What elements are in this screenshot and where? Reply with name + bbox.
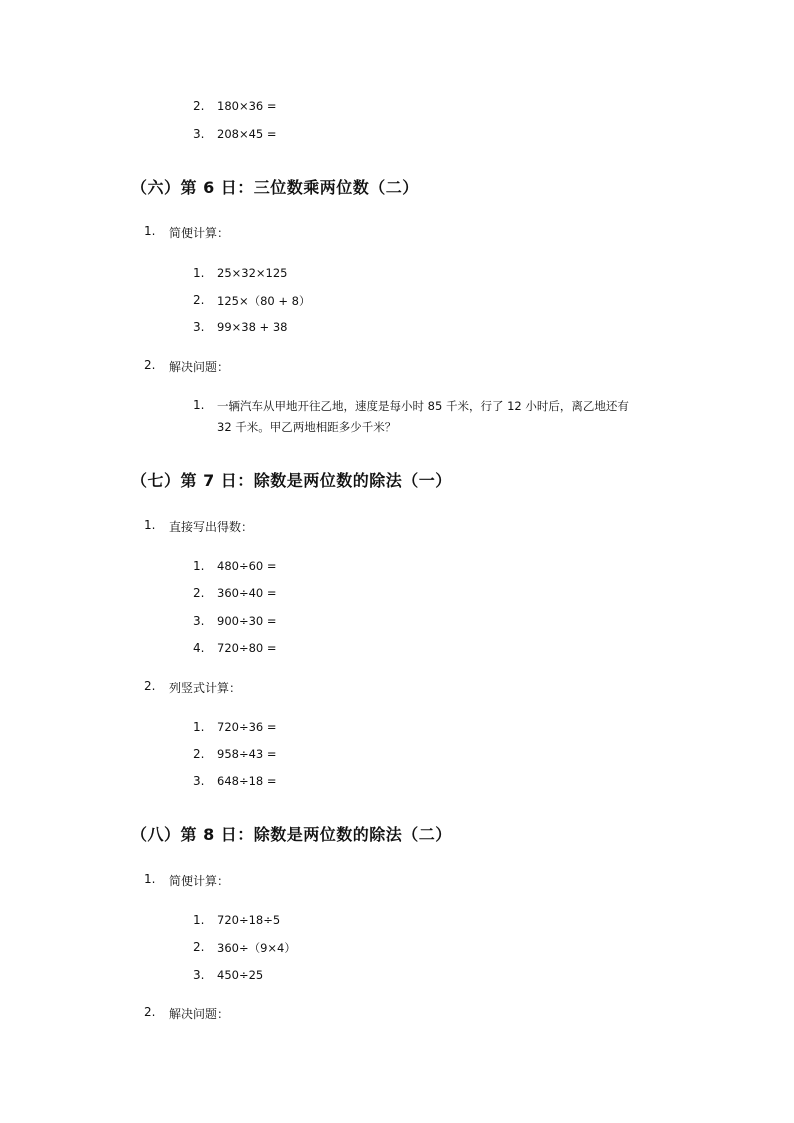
item-text: 450÷25 <box>217 968 264 982</box>
item-text: 208×45 = <box>217 127 277 141</box>
part-label: 解决问题： <box>169 360 230 374</box>
item-number: 4. <box>193 641 205 655</box>
item-number: 3. <box>193 127 205 141</box>
item-text: 648÷18 = <box>217 774 277 788</box>
item-number: 3. <box>193 774 205 788</box>
item-text: 720÷80 = <box>217 641 277 655</box>
section-heading: （六）第 6 日：三位数乘两位数（二） <box>131 178 419 197</box>
item-number: 3. <box>193 968 205 982</box>
part-label: 解决问题： <box>169 1007 230 1021</box>
item-number: 2. <box>193 586 205 600</box>
part-number: 1. <box>144 518 156 532</box>
item-text: 360÷40 = <box>217 586 277 600</box>
part-label: 直接写出得数： <box>169 520 254 534</box>
part-number: 1. <box>144 872 156 886</box>
part-number: 2. <box>144 358 156 372</box>
item-text: 25×32×125 <box>217 266 288 280</box>
item-text: 720÷18÷5 <box>217 913 281 927</box>
part-label: 简便计算： <box>169 226 230 240</box>
item-number: 2. <box>193 293 205 307</box>
item-text: 125×（80 + 8） <box>217 294 311 308</box>
item-text: 958÷43 = <box>217 747 277 761</box>
item-text: 180×36 = <box>217 99 277 113</box>
item-number: 1. <box>193 266 205 280</box>
item-text: 720÷36 = <box>217 720 277 734</box>
item-number: 2. <box>193 940 205 954</box>
part-number: 1. <box>144 224 156 238</box>
part-label: 列竖式计算： <box>169 681 242 695</box>
item-number: 2. <box>193 99 205 113</box>
item-text: 99×38 + 38 <box>217 320 288 334</box>
item-number: 3. <box>193 320 205 334</box>
item-number: 2. <box>193 747 205 761</box>
item-text: 480÷60 = <box>217 559 277 573</box>
item-number: 1. <box>193 559 205 573</box>
part-label: 简便计算： <box>169 874 230 888</box>
item-number: 3. <box>193 614 205 628</box>
item-number: 1. <box>193 913 205 927</box>
item-text-line1: 一辆汽车从甲地开往乙地，速度是每小时 85 千米，行了 12 小时后，离乙地还有 <box>217 399 629 413</box>
section-heading: （七）第 7 日：除数是两位数的除法（一） <box>131 471 452 490</box>
item-number: 1. <box>193 398 205 412</box>
part-number: 2. <box>144 1005 156 1019</box>
part-number: 2. <box>144 679 156 693</box>
item-text-line2: 32 千米。甲乙两地相距多少千米？ <box>217 420 397 434</box>
item-text: 900÷30 = <box>217 614 277 628</box>
section-heading: （八）第 8 日：除数是两位数的除法（二） <box>131 825 452 844</box>
item-text: 360÷（9×4） <box>217 941 296 955</box>
item-number: 1. <box>193 720 205 734</box>
